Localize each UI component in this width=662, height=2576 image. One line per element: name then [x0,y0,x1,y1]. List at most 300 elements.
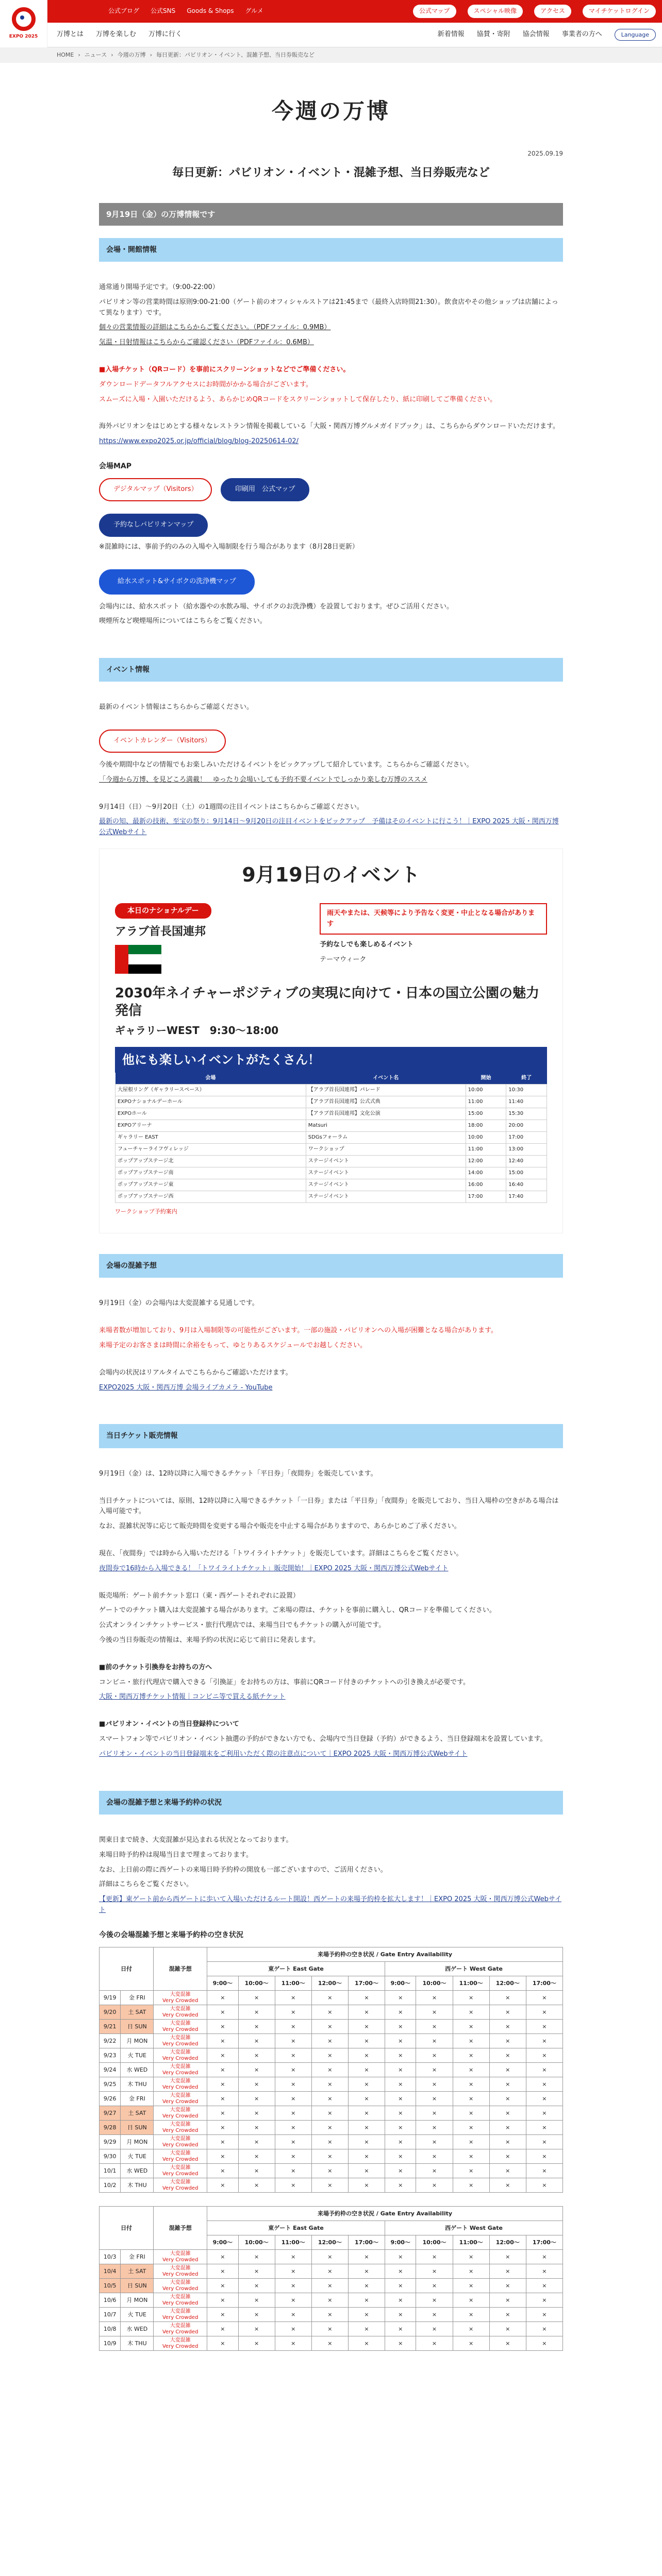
slot-availability: × [385,2336,416,2351]
slot-availability: × [348,2121,385,2135]
event-change-notice: 雨天やまたは、天候等により予告なく変更・中止となる場合があります [320,903,547,935]
time-slot-header: 9:00〜 [207,2235,238,2250]
crowd-level-label-en: Very Crowded [162,2055,198,2061]
digital-map-button[interactable]: デジタルマップ（Visitors） [99,478,212,501]
event-table-cell: 【アラブ首長国連邦】パレード [306,1084,466,1096]
slot-availability: × [416,2322,453,2336]
event-table-row [115,1144,547,1156]
forecast-table-title: 今後の会場混雑予想と来場予約枠の空き状況 [99,1930,243,1939]
slot-availability: × [416,2020,453,2034]
nav-association[interactable]: 協会情報 [522,30,550,39]
slot-availability: × [238,2250,275,2264]
uae-flag-icon [115,945,161,974]
forecast-date: 9/28 [100,2121,121,2135]
nav-sponsor[interactable]: 協賛・寄附 [476,30,510,39]
slot-availability: × [238,2106,275,2121]
events-link-now[interactable]: 「今週から万博、を見どころ満載！ ゆったり会場いしても予約不要イベントでしっかり楽しむ万博のススメ [99,775,427,784]
slot-availability: × [489,2149,526,2164]
event-table-cell: 13:00 [506,1144,547,1156]
slot-availability: × [526,2121,562,2135]
crowd-level [154,2092,207,2106]
forecast-row [100,2279,563,2293]
workshop-note[interactable]: ワークショップ予約案内 [115,1208,177,1215]
water-note: 会場内には、給水スポット（給水器やの水飲み場、サイボクのお洗浄機）を設置しております。ぜひご活用ください。 [99,602,454,611]
slot-availability: × [238,2063,275,2077]
slot-availability: × [385,2178,416,2193]
forecast-row [100,2164,563,2178]
slot-availability: × [311,2077,348,2092]
slot-availability: × [275,2034,311,2048]
crowd-level [154,2322,207,2336]
tickets-text: 当日チケットについては、原則、12時以降に入場できるチケット「一日券」または「平日券」「夜間券」を販売しており、当日入場枠の空きがある場合は入場可能です。 [99,1497,559,1516]
crowd-level-label-en: Very Crowded [162,2041,198,2047]
time-slot-header: 12:00〜 [311,1976,348,1991]
slot-availability: × [416,2106,453,2121]
time-slot-header: 10:00〜 [416,2235,453,2250]
crowd-level-label-en: Very Crowded [162,1997,198,2004]
event-table-cell: 20:00 [506,1120,547,1132]
slot-availability: × [416,2077,453,2092]
more-events-banner: 他にも楽しいイベントがたくさん！ [115,1047,547,1073]
forecast-text: 詳細はこちらをご覧ください。 [99,1880,193,1889]
top-link-sns[interactable]: 公式SNS [151,7,176,15]
slot-availability: × [416,2005,453,2020]
event-table-header: 会場 [115,1073,306,1084]
crowd-level-label-en: Very Crowded [162,2084,198,2090]
top-link-goods[interactable]: Goods & Shops [187,7,234,15]
crowd-level-label-en: Very Crowded [162,2113,198,2119]
gourmet-guide-link[interactable]: https://www.expo2025.or.jp/official/blog/blog-20250614-02/ [99,437,299,446]
col-date: 日付 [100,1947,154,1991]
col-east-gate: 東ゲート East Gate [207,2221,385,2235]
slot-availability: × [207,2178,238,2193]
slot-availability: × [275,2322,311,2336]
crowd-level [154,1991,207,2005]
crowd-level-label: 大変混雑 [170,2063,191,2070]
breadcrumb-week[interactable]: 今週の万博 [117,52,146,59]
slot-availability: × [416,2293,453,2308]
section-tickets-heading: 当日チケット販売情報 [99,1424,563,1448]
slot-availability: × [453,2005,489,2020]
forecast-day: 木 THU [121,2077,154,2092]
forecast-row [100,2034,563,2048]
slot-availability: × [238,2322,275,2336]
slot-availability: × [489,2164,526,2178]
slot-availability: × [385,2020,416,2034]
crowd-level [154,2048,207,2063]
crowd-level-label-en: Very Crowded [162,2070,198,2076]
slot-availability: × [526,2178,562,2193]
crowd-level [154,2250,207,2264]
slot-availability: × [453,2250,489,2264]
breadcrumb-separator: › [111,52,113,59]
slot-availability: × [385,2164,416,2178]
print-map-button[interactable]: 印刷用 公式マップ [221,478,309,501]
slot-availability: × [238,2020,275,2034]
slot-availability: × [311,2048,348,2063]
national-day-country: アラブ首長国連邦 [115,925,206,939]
top-pill-login[interactable]: マイチケットログイン [583,5,656,18]
forecast-day: 金 FRI [121,2250,154,2264]
slot-availability: × [489,2034,526,2048]
slot-availability: × [311,2149,348,2164]
slot-availability: × [207,2106,238,2121]
col-east-gate: 東ゲート East Gate [207,1962,385,1976]
top-link-blog[interactable]: 公式ブログ [108,7,140,15]
col-level: 混雑予想 [154,1947,207,1991]
slot-availability: × [489,2106,526,2121]
event-table-cell: 16:00 [466,1179,506,1191]
slot-availability: × [385,2322,416,2336]
slot-availability: × [348,2250,385,2264]
live-camera-link[interactable]: EXPO2025 大阪・関西万博 会場ライブカメラ - YouTube [99,1383,273,1392]
event-table-header: イベント名 [306,1073,466,1084]
date-bar: 9月19日（金）の万博情報です [99,203,563,226]
crowd-level-label: 大変混雑 [170,2179,191,2185]
slot-availability: × [238,1991,275,2005]
forecast-row [100,2264,563,2279]
slot-availability: × [348,2092,385,2106]
notice-screenshot: スムーズに入場・入園いただけるよう、あらかじめQRコードをスクリーンショットして保存したり、紙に印刷してご準備ください。 [99,395,497,403]
forecast-day: 火 TUE [121,2308,154,2322]
event-table-cell: 18:00 [466,1120,506,1132]
hours-line-link[interactable]: 個々の営業情報の詳細はこちらからご覧ください。（PDFファイル：0.9MB） [99,324,331,332]
slot-availability: × [526,2092,562,2106]
slot-availability: × [385,2293,416,2308]
top-pill-video[interactable]: スペシャル映像 [468,5,523,18]
slot-availability: × [348,2279,385,2293]
slot-availability: × [275,1991,311,2005]
slot-availability: × [385,2250,416,2264]
forecast-day: 土 SAT [121,2264,154,2279]
forecast-row [100,2048,563,2063]
water-map-button[interactable]: 給水スポット&サイボクの洗浄機マップ [99,569,255,595]
nav-enjoy[interactable]: 万博を楽しむ [96,30,137,39]
slot-availability: × [238,2005,275,2020]
slot-availability: × [238,2308,275,2322]
slot-availability: × [416,2092,453,2106]
event-table-cell: ギャラリー EAST [115,1132,306,1144]
language-button[interactable]: Language [615,29,656,41]
slot-availability: × [526,2034,562,2048]
event-table [115,1073,547,1203]
crowd-level [154,2178,207,2193]
slot-availability: × [275,2121,311,2135]
crowd-level-label: 大変混雑 [170,2308,191,2314]
forecast-date: 9/23 [100,2048,121,2063]
event-table-row [115,1108,547,1120]
nav-business[interactable]: 事業者の方へ [561,30,602,39]
slot-availability: × [207,2092,238,2106]
crowd-level [154,2020,207,2034]
forecast-day: 月 MON [121,2293,154,2308]
event-table-cell: 【アラブ首長国連邦】公式式典 [306,1096,466,1108]
event-calendar-button[interactable]: イベントカレンダー（Visitors） [99,730,226,753]
crowd-level-label-en: Very Crowded [162,2142,198,2148]
no-reservation-map-button[interactable]: 予約なしパビリオンマップ [99,514,208,537]
event-time: 9:30〜18:00 [209,1024,279,1037]
slot-availability: × [207,2250,238,2264]
slot-availability: × [207,2034,238,2048]
slot-availability: × [311,2250,348,2264]
event-table-cell: ステージイベント [306,1191,466,1203]
slot-availability: × [416,2149,453,2164]
slot-availability: × [207,2063,238,2077]
event-table-header: 終了 [506,1073,547,1084]
slot-availability: × [275,2264,311,2279]
map-heading: 会場MAP [99,462,132,470]
slot-availability: × [348,2135,385,2149]
crowd-level-label: 大変混雑 [170,2150,191,2156]
slot-availability: × [526,2077,562,2092]
notice-qr: ■入場チケット（QRコード）を事前にスクリーンショットなどでご準備ください。 [99,365,350,374]
forecast-day: 日 SUN [121,2121,154,2135]
slot-availability: × [311,2164,348,2178]
forecast-day: 金 FRI [121,2092,154,2106]
crowd-level-label: 大変混雑 [170,2323,191,2329]
time-slot-header: 11:00〜 [453,2235,489,2250]
slot-availability: × [489,2250,526,2264]
slot-availability: × [348,2063,385,2077]
top-pill-map[interactable]: 公式マップ [413,5,456,18]
slot-availability: × [489,2293,526,2308]
slot-availability: × [275,2135,311,2149]
col-slots: 来場予約枠の空き状況 / Gate Entry Availability [207,1947,563,1962]
crowd-level-label: 大変混雑 [170,2250,191,2257]
slot-availability: × [207,2005,238,2020]
tickets-text: コンビニ・旅行代理店で購入できる「引換証」をお持ちの方は、事前にQRコード付きのチケットへの引き換えが必要です。 [99,1678,470,1686]
breadcrumb [0,47,662,63]
crowd-level-label: 大変混雑 [170,2020,191,2026]
event-table-cell: 15:00 [466,1108,506,1120]
slot-availability: × [207,2164,238,2178]
slot-availability: × [453,2149,489,2164]
crowd-level-label: 大変混雑 [170,2006,191,2012]
crowd-level-label-en: Very Crowded [162,2127,198,2133]
slot-availability: × [311,2063,348,2077]
forecast-date: 9/21 [100,2020,121,2034]
slot-availability: × [453,2121,489,2135]
forecast-text: なお、上日前の際に西ゲートの来場日時予約枠の開放も一部ございますので、ご活用ください。 [99,1866,387,1874]
event-table-cell: EXPOホール [115,1108,306,1120]
slot-availability: × [311,2293,348,2308]
crowd-level [154,2149,207,2164]
slot-availability: × [526,2063,562,2077]
breadcrumb-separator: › [150,52,153,59]
slot-availability: × [526,2135,562,2149]
crowd-level [154,2106,207,2121]
forecast-date: 9/27 [100,2106,121,2121]
slot-availability: × [238,2077,275,2092]
crowd-level-label: 大変混雑 [170,2279,191,2285]
event-table-cell: 12:00 [466,1156,506,1167]
logo-text: EXPO 2025 [9,33,38,39]
time-slot-header: 11:00〜 [275,2235,311,2250]
slot-availability: × [275,2106,311,2121]
slot-availability: × [453,2178,489,2193]
forecast-day: 水 WED [121,2322,154,2336]
event-table-cell: フューチャーライフヴィレッジ [115,1144,306,1156]
slot-availability: × [489,2308,526,2322]
slot-availability: × [238,2034,275,2048]
crowd-level-label-en: Very Crowded [162,2012,198,2018]
tickets-text: 販売場所：ゲート前チケット窓口（東・西ゲートそれぞれに設置） [99,1591,300,1600]
forecast-row [100,2178,563,2193]
slot-availability: × [416,2063,453,2077]
crowd-level-label-en: Very Crowded [162,2098,198,2105]
slot-availability: × [489,2135,526,2149]
slot-availability: × [311,2308,348,2322]
page-title: 今週の万博 [271,98,390,124]
event-table-cell: 10:30 [506,1084,547,1096]
twilight-ticket-link[interactable]: 夜間券で16時から入場できる！「トワイライトチケット」販売開始！｜EXPO 2025 大阪・関西万博公式Webサイト [99,1564,449,1572]
slot-availability: × [489,2077,526,2092]
event-table-cell: 16:40 [506,1179,547,1191]
section-events-heading: イベント情報 [99,658,563,682]
event-venue: ギャラリーWEST [115,1024,200,1037]
slot-availability: × [207,2322,238,2336]
forecast-day: 金 FRI [121,1991,154,2005]
slot-availability: × [453,2308,489,2322]
congestion-warning: 来場者数が増加しており、9月は入場制限等の可能性がございます。一部の施設・パビリオンへの入場が困難となる場合があります。 [99,1327,498,1335]
crowd-level [154,2264,207,2279]
forecast-date: 10/3 [100,2250,121,2264]
breadcrumb-news[interactable]: ニュース [84,52,107,59]
forecast-row [100,2063,563,2077]
slot-availability: × [238,2293,275,2308]
crowd-level [154,2164,207,2178]
same-day-terminal-link[interactable]: パビリオン・イベントの当日登録端末をご利用いただく際の注意点について｜EXPO 2025 大阪・関西万博公式Webサイト [99,1750,468,1758]
top-link-gourmet[interactable]: グルメ [245,7,263,15]
forecast-date: 9/25 [100,2077,121,2092]
event-table-cell: 10:00 [466,1132,506,1144]
slot-availability: × [348,2149,385,2164]
slot-availability: × [385,2048,416,2063]
event-table-cell: 10:00 [466,1084,506,1096]
hours-line: 通常通り開場予定です。（9:00-22:00） [99,283,219,291]
west-gate-link[interactable]: 【更新】東ゲート前から西ゲートに歩いて入場いただけるルート開設！西ゲートの来場予約枠を拡大します！｜EXPO 2025 大阪・関西万博公式Webサイト [99,1895,561,1914]
slot-availability: × [348,2322,385,2336]
tickets-text: 今後の当日券販売の情報は、来場予約の状況に応じて前日に発表します。 [99,1636,320,1644]
slot-availability: × [526,2149,562,2164]
slot-availability: × [453,2048,489,2063]
slot-availability: × [238,2164,275,2178]
breadcrumb-current: 毎日更新：パビリオン・イベント、混雑予想、当日券販売など [156,52,315,59]
nav-about[interactable]: 万博とは [57,30,84,39]
slot-availability: × [453,2336,489,2351]
forecast-day: 日 SUN [121,2279,154,2293]
forecast-date: 10/1 [100,2164,121,2178]
slot-availability: × [489,2005,526,2020]
event-table-cell: 11:40 [506,1096,547,1108]
events-week-link[interactable]: 最新の知、最新の技術、至宝の祭り：9月14日〜9月20日の注目イベントをピックアップ 予備はそのイベントに行こう！｜EXPO 2025 大阪・関西万博公式Webサイト [99,818,559,837]
time-slot-header: 17:00〜 [348,2235,385,2250]
crowd-level-label-en: Very Crowded [162,2343,198,2349]
slot-availability: × [416,2178,453,2193]
slot-availability: × [348,2293,385,2308]
event-table-cell: 14:00 [466,1167,506,1179]
time-slot-header: 10:00〜 [238,2235,275,2250]
expo-logo[interactable] [0,0,47,47]
slot-availability: × [311,2020,348,2034]
slot-availability: × [526,1991,562,2005]
breadcrumb-home[interactable]: HOME [57,52,74,59]
forecast-date: 9/26 [100,2092,121,2106]
col-slots: 来場予約枠の空き状況 / Gate Entry Availability [207,2207,563,2221]
crowd-level [154,2077,207,2092]
hours-line-link[interactable]: 気温・日射情報はこちらからご確認ください（PDFファイル：0.6MB） [99,338,314,347]
slot-availability: × [526,2164,562,2178]
national-day-pill: 本日のナショナルデー [115,903,211,919]
slot-availability: × [453,2020,489,2034]
section-congestion-heading: 会場の混雑予想 [99,1254,563,1278]
event-banner[interactable] [99,849,563,1233]
slot-availability: × [526,2020,562,2034]
slot-availability: × [311,2005,348,2020]
slot-availability: × [275,2336,311,2351]
time-slot-header: 17:00〜 [526,1976,562,1991]
nav-visit[interactable]: 万博に行く [148,30,183,39]
main-nav [0,23,662,47]
forecast-row [100,2250,563,2264]
slot-availability: × [348,2178,385,2193]
top-pill-access[interactable]: アクセス [534,5,571,18]
forecast-day: 月 MON [121,2135,154,2149]
time-slot-header: 9:00〜 [385,2235,416,2250]
slot-availability: × [275,2077,311,2092]
forecast-day: 木 THU [121,2178,154,2193]
time-slot-header: 11:00〜 [275,1976,311,1991]
slot-availability: × [453,2106,489,2121]
slot-availability: × [453,2264,489,2279]
slot-availability: × [453,2293,489,2308]
slot-availability: × [311,2264,348,2279]
slot-availability: × [453,2063,489,2077]
slot-availability: × [348,2048,385,2063]
slot-availability: × [207,2279,238,2293]
slot-availability: × [311,2121,348,2135]
nav-news[interactable]: 新着情報 [437,30,465,39]
slot-availability: × [385,1991,416,2005]
forecast-day: 土 SAT [121,2005,154,2020]
forecast-date: 9/24 [100,2063,121,2077]
slot-availability: × [526,2250,562,2264]
forecast-date: 10/5 [100,2279,121,2293]
slot-availability: × [385,2034,416,2048]
tickets-text: ゲートでのチケット購入は大変混雑する場合があります。ご来場の際は、チケットを事前に購入し、QRコードを準備してください。 [99,1606,496,1615]
paper-ticket-link[interactable]: 大阪・関西万博チケット情報｜コンビニ等で買える紙チケット [99,1693,286,1701]
event-table-cell: ワークショップ [306,1144,466,1156]
slot-availability: × [348,2034,385,2048]
slot-availability: × [453,2164,489,2178]
slot-availability: × [453,2034,489,2048]
crowd-level-label: 大変混雑 [170,2035,191,2041]
slot-availability: × [385,2005,416,2020]
forecast-row [100,1991,563,2005]
time-slot-header: 17:00〜 [526,2235,562,2250]
slot-availability: × [526,2264,562,2279]
forecast-row [100,2005,563,2020]
crowd-level-label-en: Very Crowded [162,2329,198,2335]
slot-availability: × [385,2149,416,2164]
slot-availability: × [526,2106,562,2121]
notice-download: ダウンロードデータフルアクセスにお時間がかかる場合がございます。 [99,380,313,388]
time-slot-header: 10:00〜 [416,1976,453,1991]
slot-availability: × [526,2308,562,2322]
slot-availability: × [348,2077,385,2092]
slot-availability: × [526,2279,562,2293]
theme-week-label: テーマウィーク [320,956,367,964]
